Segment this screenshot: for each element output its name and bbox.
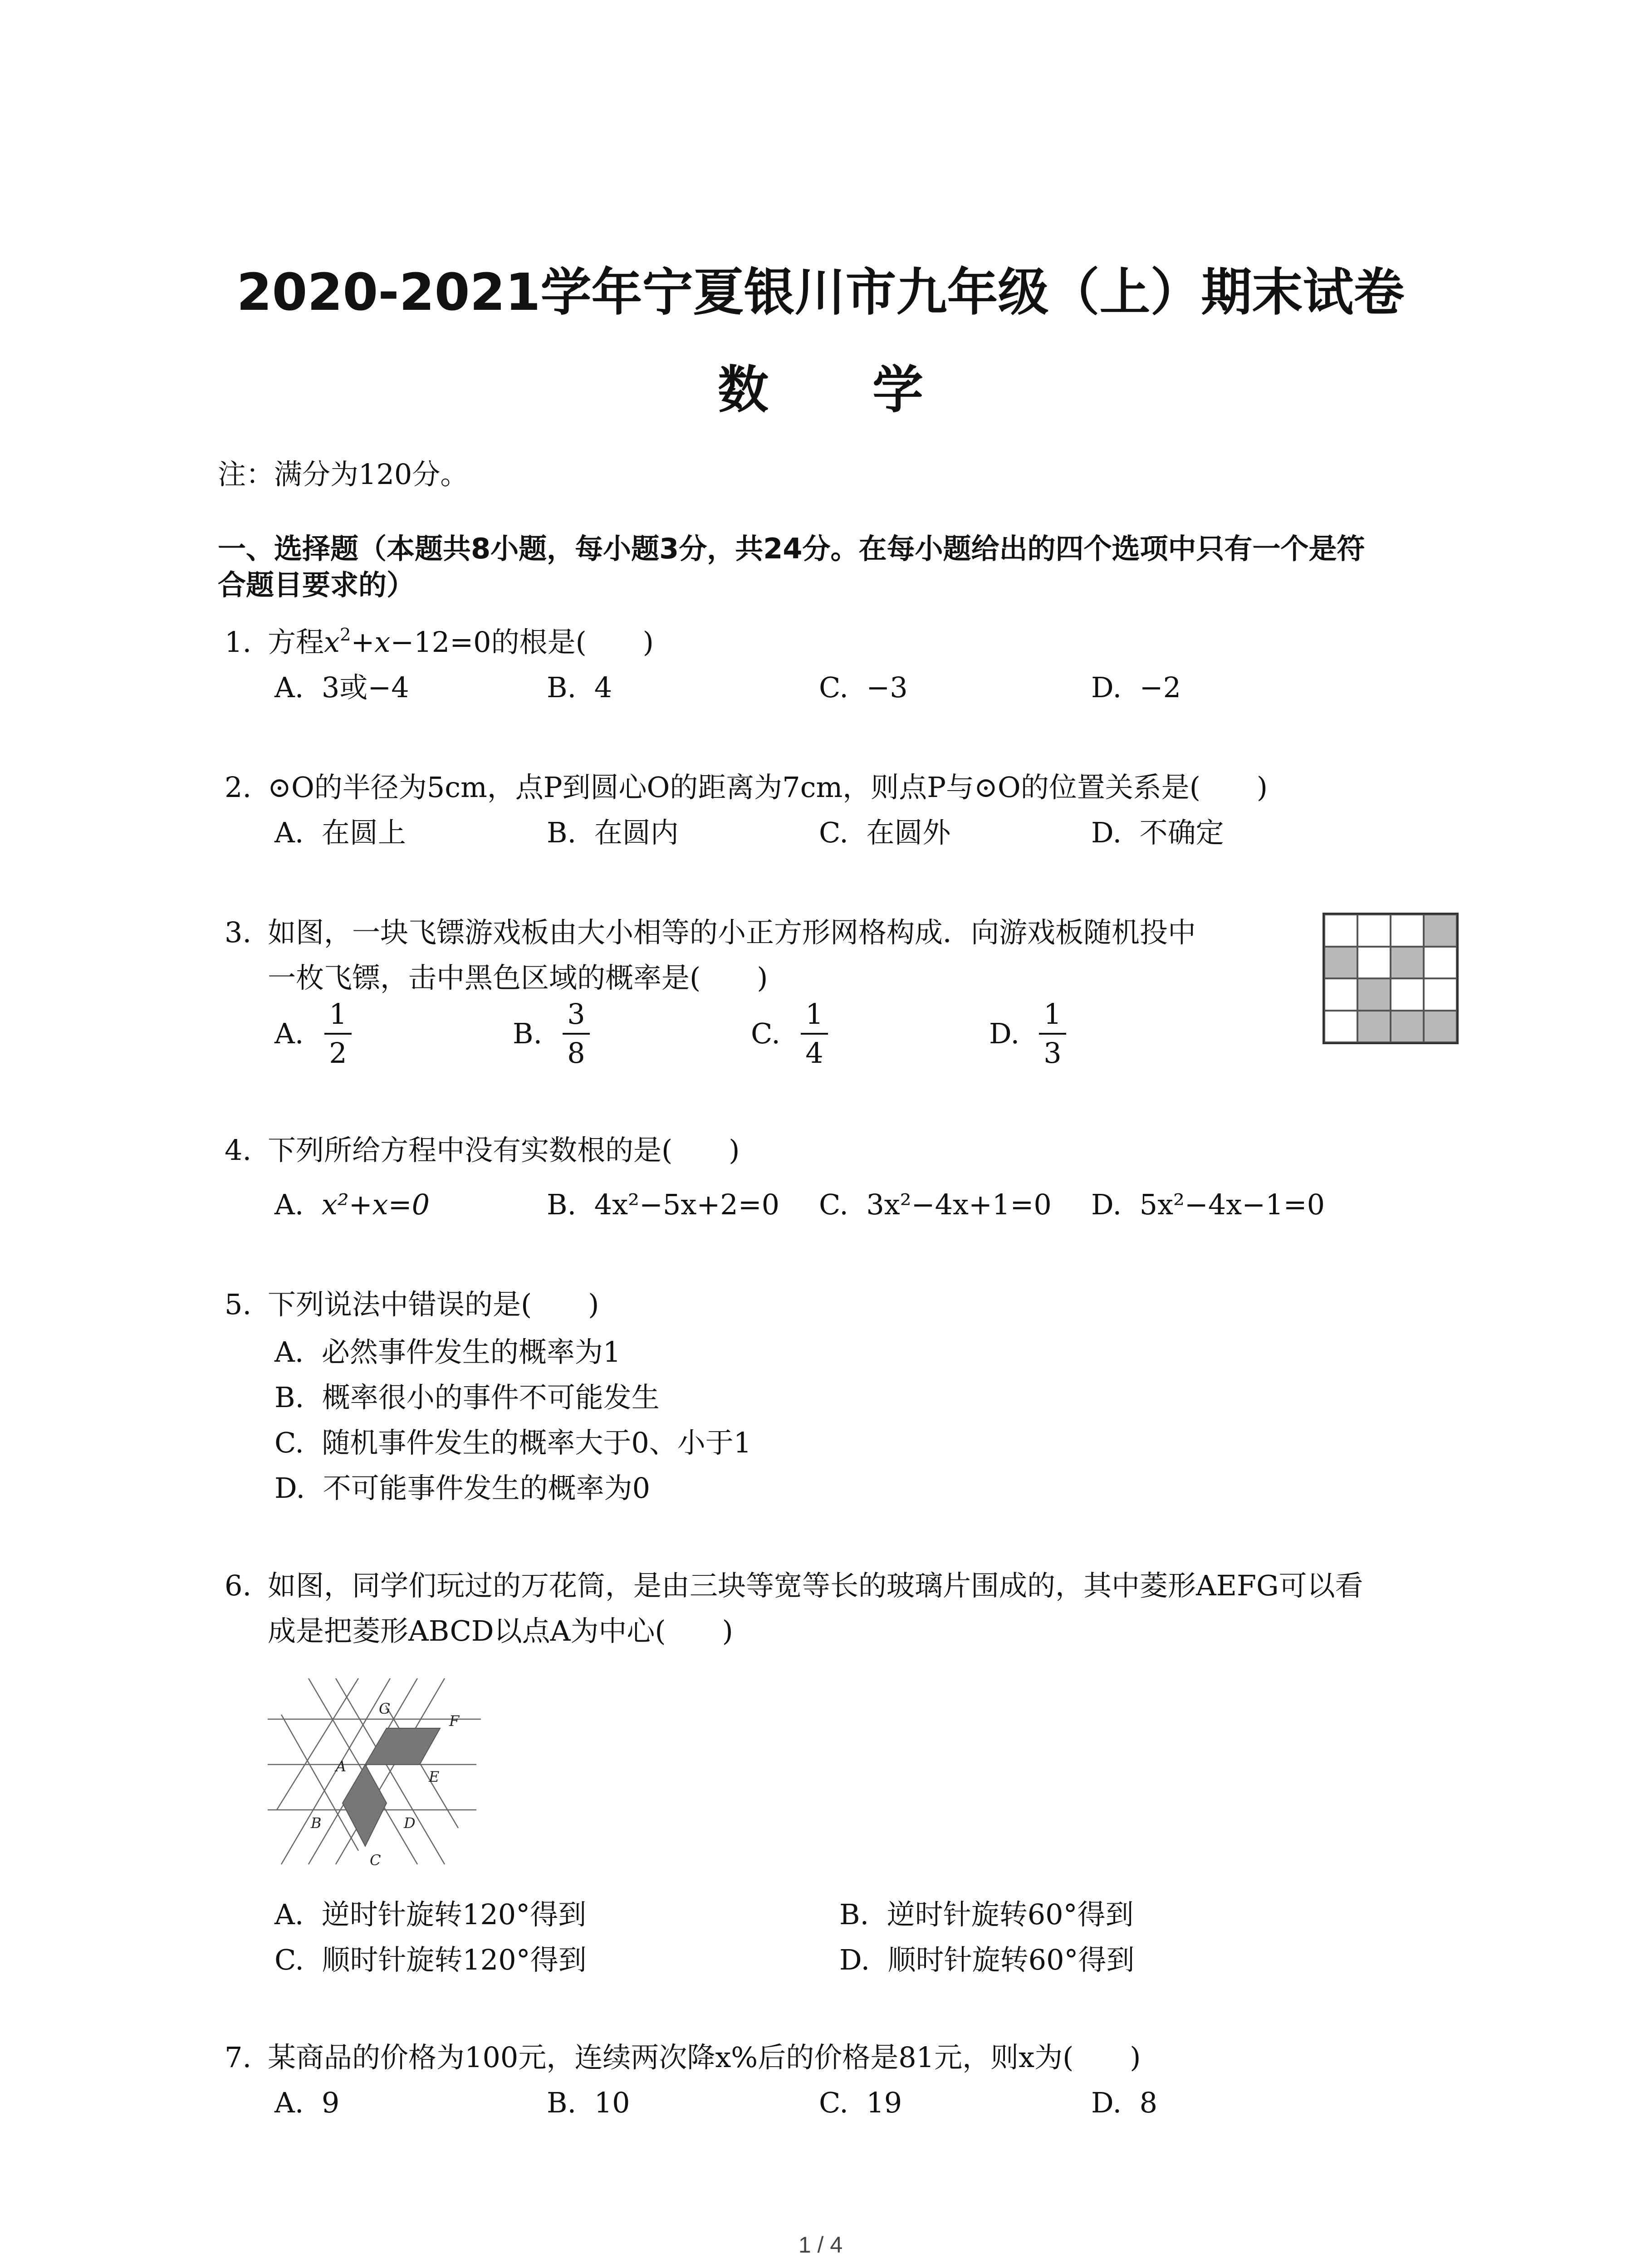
q5-number: 5. [225, 1288, 252, 1321]
q7-option-c: C. 19 [819, 2086, 902, 2119]
q2-option-c: C. 在圆外 [819, 816, 951, 849]
q2-option-b: B. 在圆内 [547, 816, 679, 849]
q6-stem-line2: 成是把菱形ABCD以点A为中心( ) [268, 1614, 733, 1647]
q6-option-c: C. 顺时针旋转120°得到 [274, 1943, 587, 1976]
grid-cell-dark [1424, 914, 1457, 947]
subject-title: 数 学 [718, 361, 966, 420]
grid-cell-light [1424, 978, 1457, 1011]
grid-cell-dark [1324, 947, 1357, 979]
section-header-line2: 合题目要求的） [218, 568, 415, 601]
label-a: A [336, 1758, 347, 1775]
label-b: B [311, 1814, 322, 1832]
q2-option-a: A. 在圆上 [274, 816, 406, 849]
q6-option-a: A. 逆时针旋转120°得到 [274, 1898, 587, 1931]
grid-cell-dark [1357, 978, 1391, 1011]
grid-cell-dark [1424, 1011, 1457, 1043]
q3-letter-a: A. [274, 1017, 304, 1050]
grid-cell-light [1324, 978, 1357, 1011]
q3-stem-line2: 一枚飞镖，击中黑色区域的概率是( ) [268, 961, 768, 994]
q3-option-d-fraction: 1 3 [1039, 1000, 1066, 1067]
grid-cell-light [1324, 914, 1357, 947]
label-c: C [370, 1852, 381, 1869]
grid-cell-light [1391, 978, 1424, 1011]
q4-option-b: B. 4x²−5x+2=0 [547, 1188, 780, 1221]
q5-stem: 下列说法中错误的是( ) [268, 1288, 599, 1321]
q4-number: 4. [225, 1134, 252, 1167]
q2-option-d: D. 不确定 [1091, 816, 1224, 849]
q5-option-b: B. 概率很小的事件不可能发生 [274, 1381, 660, 1414]
q4-option-a: A. x²+x=0 [274, 1188, 430, 1221]
q3-stem-line1: 如图，一块飞镖游戏板由大小相等的小正方形网格构成．向游戏板随机投中 [268, 916, 1196, 949]
q3-letter-d: D. [989, 1017, 1020, 1050]
exam-title: 2020-2021学年宁夏银川市九年级（上）期末试卷 [236, 263, 1405, 322]
q7-option-d: D. 8 [1091, 2086, 1158, 2119]
q4-option-d: D. 5x²−4x−1=0 [1091, 1188, 1325, 1221]
q3-letter-b: B. [513, 1017, 543, 1050]
q1-stem-pre: 方程 [268, 626, 324, 659]
q1-number: 1. [225, 626, 252, 659]
grid-cell-dark [1391, 947, 1424, 979]
q6-number: 6. [225, 1569, 252, 1602]
grid-cell-light [1324, 1011, 1357, 1043]
q1-option-c: C. −3 [819, 671, 908, 704]
q2-stem: ⊙O的半径为5cm，点P到圆心O的距离为7cm，则点P与⊙O的位置关系是( ) [268, 771, 1268, 804]
q4-stem: 下列所给方程中没有实数根的是( ) [268, 1134, 740, 1167]
q6-option-b: B. 逆时针旋转60°得到 [839, 1898, 1134, 1931]
q5-option-a: A. 必然事件发生的概率为1 [274, 1335, 621, 1369]
q1-option-d: D. −2 [1091, 671, 1181, 704]
q3-option-c-fraction: 1 4 [801, 1000, 828, 1067]
q3-letter-c: C. [751, 1017, 780, 1050]
q5-option-d: D. 不可能事件发生的概率为0 [274, 1471, 651, 1505]
q7-stem: 某商品的价格为100元，连续两次降x%后的价格是81元，则x为( ) [268, 2041, 1141, 2074]
q6-stem-line1: 如图，同学们玩过的万花筒，是由三块等宽等长的玻璃片围成的，其中菱形AEFG可以看 [268, 1569, 1363, 1602]
q7-option-a: A. 9 [274, 2086, 340, 2119]
grid-cell-light [1424, 947, 1457, 979]
label-f: F [449, 1712, 460, 1730]
q1-option-b: B. 4 [547, 671, 612, 704]
grid-cell-light [1357, 947, 1391, 979]
label-g: G [379, 1700, 391, 1717]
q6-option-d: D. 顺时针旋转60°得到 [839, 1943, 1135, 1976]
grid-cell-light [1357, 914, 1391, 947]
dartboard-grid-figure [1323, 913, 1459, 1044]
q1-option-a: A. 3或−4 [274, 671, 409, 704]
q3-option-b-fraction: 3 8 [563, 1000, 590, 1067]
q1-stem: 方程$x^2+x-12=0$的根是( ) [268, 625, 654, 659]
section-header-line1: 一、选择题（本题共8小题，每小题3分，共24分。在每小题给出的四个选项中只有一个是符 [218, 532, 1365, 565]
grid-cell-dark [1357, 1011, 1391, 1043]
q2-number: 2. [225, 771, 252, 804]
score-note: 注：满分为120分。 [218, 458, 469, 491]
q1-stem-post: 的根是( ) [491, 626, 654, 659]
q7-option-b: B. 10 [547, 2086, 630, 2119]
page-number: 1 / 4 [798, 2232, 843, 2258]
q3-option-a-fraction: 1 2 [324, 1000, 352, 1067]
grid-cell-light [1391, 914, 1424, 947]
q3-number: 3. [225, 916, 252, 949]
q7-number: 7. [225, 2041, 252, 2074]
grid-cell-dark [1391, 1011, 1424, 1043]
label-e: E [429, 1768, 440, 1785]
q5-option-c: C. 随机事件发生的概率大于0、小于1 [274, 1426, 752, 1459]
label-d: D [404, 1814, 416, 1832]
q4-option-c: C. 3x²−4x+1=0 [819, 1188, 1052, 1221]
kaleidoscope-figure [268, 1678, 495, 1869]
